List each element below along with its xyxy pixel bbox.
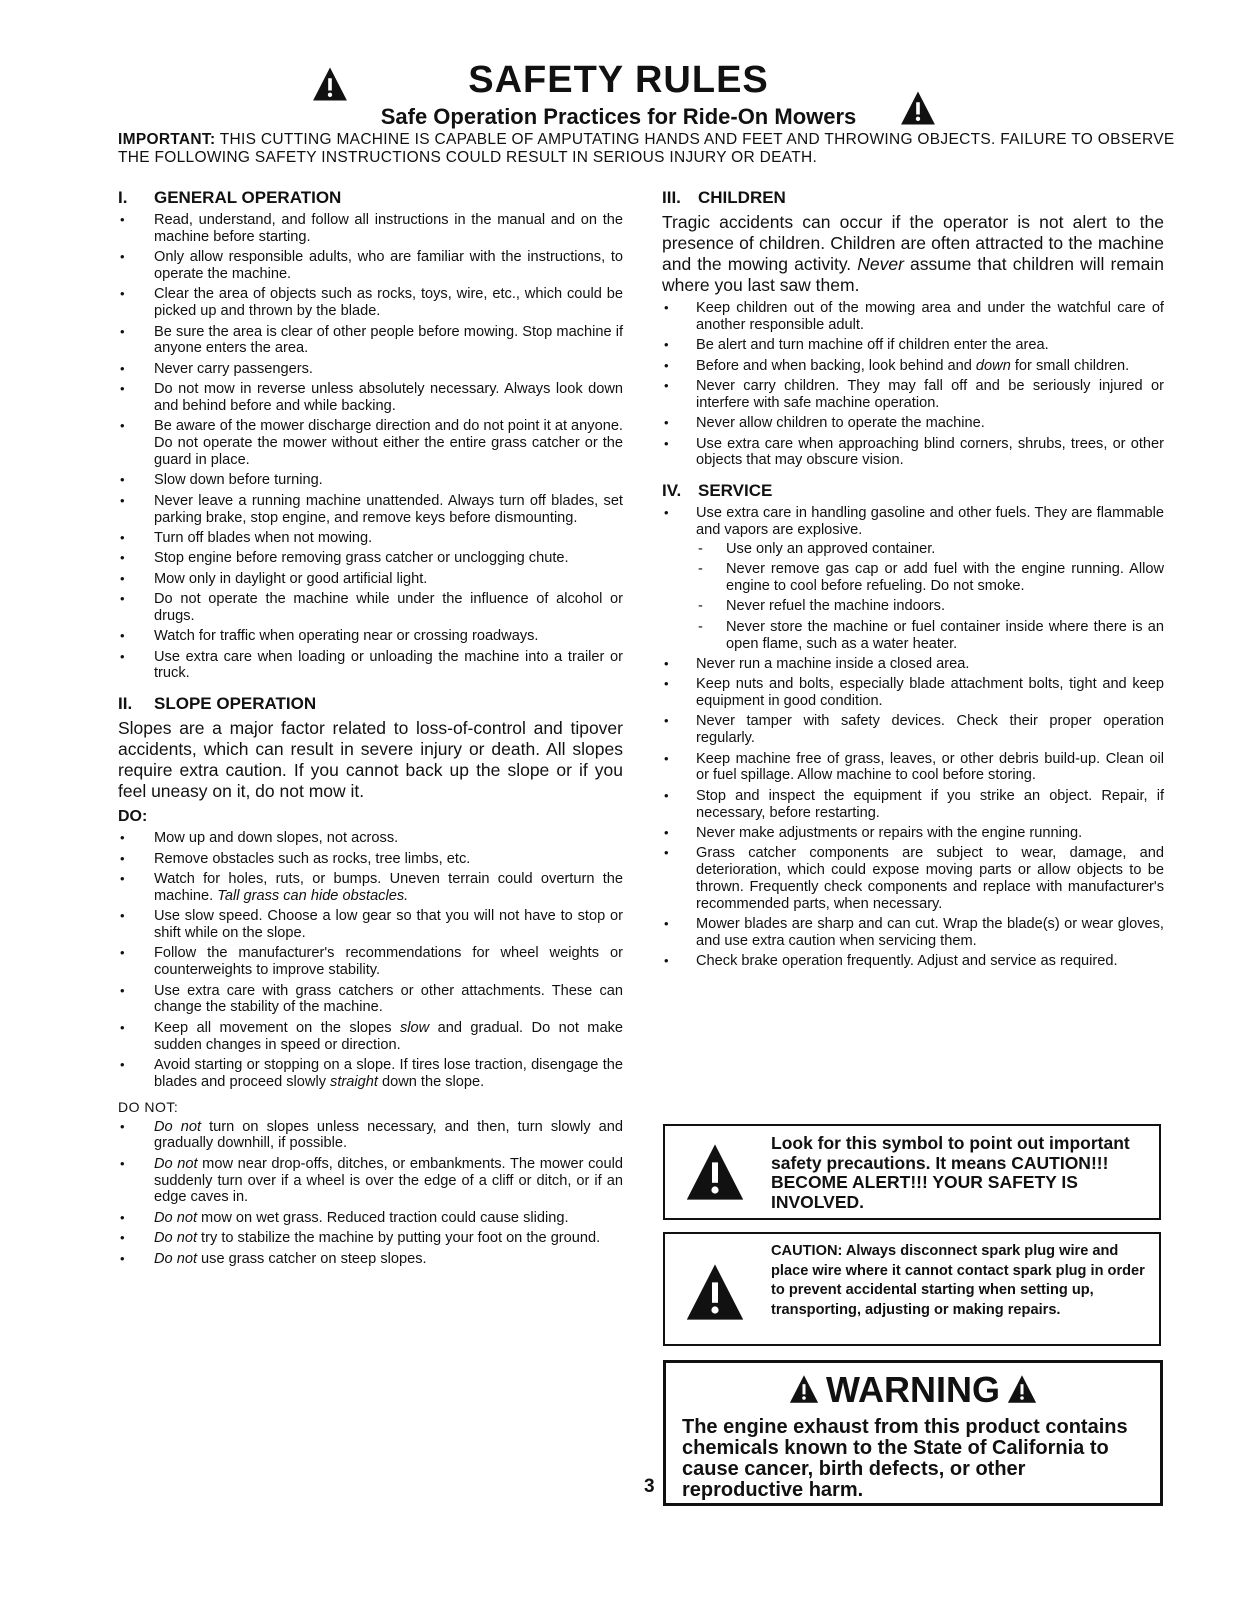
section-heading-service [662,481,1164,501]
list-item [118,1156,623,1206]
item-text: Read, understand, and follow all instructions in the manual and on the machine before starting. [154,212,623,245]
section-heading-children [662,188,1164,208]
section-heading-general [118,188,623,208]
list-item [118,830,623,847]
list-item [662,953,1164,970]
do-heading: DO: [118,808,148,826]
item-text: Never refuel the machine indoors. [726,598,946,615]
page-subtitle: Safe Operation Practices for Ride-On Mowers [380,104,857,129]
list-item [118,361,623,378]
section-title: SLOPE OPERATION [154,694,317,714]
item-text: Keep machine free of grass, leaves, or other debris build-up. Clean oil or fuel spillage. Allow machine to cool before storing. [696,750,1164,784]
list-item [118,871,623,905]
list-item [118,571,623,588]
item-text: Never remove gas cap or add fuel with the engine running. Allow engine to cool before refueling. Do not smoke. [726,561,1164,594]
list-item [118,1251,623,1268]
list-item [662,845,1164,912]
item-text: Use extra care when approaching blind corners, shrubs, trees, or other objects that may obscure vision. [696,435,1164,469]
warning-heading [666,1369,1160,1411]
service-list [662,505,1164,970]
important-label: IMPORTANT: [118,131,216,148]
item-text: Use extra care with grass catchers or other attachments. These can change the stability of the machine. [154,982,623,1016]
warning-text: The engine exhaust from this product contains chemicals known to the State of California to cause cancer, birth defects, or other reproductive harm. [682,1416,1128,1501]
item-text: Watch for traffic when operating near or crossing roadways. [154,628,539,645]
list-item [118,1057,623,1091]
item-text: and gradual. Do not make sudden changes in speed or direction. [154,1019,623,1053]
intro-emphasis: Never [857,254,904,274]
item-emphasis: Do not [154,1209,197,1226]
warning-box [663,1360,1163,1506]
list-item [662,300,1164,334]
list-item [118,550,623,567]
item-text: Before and when backing, look behind and [696,357,976,374]
do-list [118,830,623,1090]
list-item [118,591,623,625]
item-text: Do not operate the machine while under the influence of alcohol or drugs. [154,591,623,624]
list-item [118,628,623,645]
list-item [662,916,1164,950]
do-not-heading: DO NOT: [118,1098,179,1115]
item-text: Never run a machine inside a closed area. [696,655,970,672]
important-notice [118,131,1178,167]
page-number: 3 [644,1476,655,1497]
section-title: SERVICE [698,481,773,501]
list-item [118,1020,623,1054]
item-emphasis: Do not [154,1250,197,1267]
item-text: Be sure the area is clear of other people before mowing. Stop machine if anyone enters the area. [154,323,623,357]
list-item [118,908,623,942]
item-text: Keep nuts and bolts, especially blade attachment bolts, tight and keep equipment in good condition. [696,676,1164,710]
item-emphasis: Do not [154,1230,197,1247]
list-item [662,436,1164,470]
item-text: Do not mow in reverse unless absolutely necessary. Always look down and behind before and while backing. [154,381,623,414]
item-text: turn on slopes unless necessary, and then, turn slowly and gradually downhill, if possible. [154,1118,623,1152]
list-item [118,249,623,283]
warning-title: WARNING [826,1369,1000,1410]
list-item [118,530,623,547]
item-text: Never store the machine or fuel container inside where there is an open flame, such as a water heater. [726,618,1164,652]
item-text: Use slow speed. Choose a low gear so that you will not have to stop or shift while on the slope. [154,908,623,941]
children-intro [662,212,1164,296]
important-text: THIS CUTTING MACHINE IS CAPABLE OF AMPUTATING HANDS AND FEET AND THROWING OBJECTS. FAILURE TO OBSERVE THE FOLLOWING SAFETY INSTRUCTIONS COULD RESULT IN SERIOUS INJURY OR DEATH. [118,131,1175,166]
item-text: Turn off blades when not mowing. [154,529,373,546]
item-text: Never allow children to operate the machine. [696,415,985,432]
item-text: use grass catcher on steep slopes. [197,1250,427,1267]
item-text: Never carry children. They may fall off and be seriously injured or interfere with safe machine operation. [696,377,1164,411]
caution-box [663,1232,1161,1346]
list-item [662,656,1164,673]
list-item [662,378,1164,412]
item-emphasis: straight [330,1073,378,1090]
section-title: CHILDREN [698,188,786,207]
list-item [118,1210,623,1227]
list-item [118,1230,623,1247]
item-text: Stop and inspect the equipment if you strike an object. Repair, if necessary, before restarting. [696,787,1164,821]
page-title: SAFETY RULES [468,59,769,101]
children-list [662,300,1164,469]
item-text: Use extra care in handling gasoline and other fuels. They are flammable and vapors are explosive. [696,505,1164,538]
warning-triangle-icon [788,1374,820,1404]
item-text: for small children. [1010,357,1130,374]
item-text: Mow up and down slopes, not across. [154,830,399,847]
right-column [662,188,1164,974]
item-text: Watch for holes, ruts, or bumps. Uneven terrain could overturn the machine. [154,871,623,904]
intro-text: Tragic accidents can occur if the operator is not alert to the presence of children. Children are often attracted to the machine and the mowing activity. [662,212,1164,274]
item-text: Avoid starting or stopping on a slope. If tires lose traction, disengage the blades and proceed slowly [154,1056,623,1090]
item-text: Slow down before turning. [154,472,323,489]
list-item [662,358,1164,375]
list-item [118,286,623,320]
fuel-sub-list [696,541,1164,653]
list-item [118,324,623,358]
item-text: Stop engine before removing grass catcher or unclogging chute. [154,550,569,567]
caution-box-text: CAUTION: Always disconnect spark plug wire and place wire where it cannot contact spark plug in order to prevent accidental starting when setting up, transporting, adjusting or making repairs. [771,1243,1145,1318]
item-text: Keep children out of the mowing area and under the watchful care of another responsible adult. [696,300,1164,333]
intro-text: assume that children will remain where you last saw them. [662,254,1164,295]
list-item [118,945,623,979]
item-emphasis: Do not [154,1155,198,1172]
warning-triangle-icon [683,1262,747,1322]
list-item [696,541,1164,558]
list-item [662,713,1164,747]
list-item [118,418,623,468]
section-heading-slope [118,694,623,714]
item-text: Never tamper with safety devices. Check their proper operation regularly. [696,713,1164,747]
do-not-list [118,1119,623,1268]
item-text: Use only an approved container. [726,540,936,557]
item-text: down the slope. [377,1073,485,1090]
list-item [118,493,623,527]
item-text: Grass catcher components are subject to wear, damage, and deterioration, which could expose moving parts or allow objects to be thrown. Frequently check components and replace with manufacturer's recommended parts, when necessary. [696,845,1164,912]
symbol-box-text: Look for this symbol to point out important safety precautions. It means CAUTION!!! BECOME ALERT!!! YOUR SAFETY IS INVOLVED. [771,1133,1130,1212]
section-number: II. [118,694,133,714]
warning-triangle-icon [683,1142,747,1202]
list-item [118,472,623,489]
warning-triangle-icon [1006,1374,1038,1404]
item-text: Never make adjustments or repairs with the engine running. [696,825,1083,842]
section-number: IV. [662,481,682,501]
left-column [118,188,623,1271]
section-number: III. [662,188,681,207]
item-text: mow on wet grass. Reduced traction could cause sliding. [197,1209,569,1226]
item-text: Only allow responsible adults, who are familiar with the instructions, to operate the machine. [154,249,623,282]
item-text: Be aware of the mower discharge direction and do not point it at anyone. Do not operate the mower without either the entire grass catcher or the guard in place. [154,418,623,468]
item-text: Mower blades are sharp and can cut. Wrap the blade(s) or wear gloves, and use extra caution when servicing them. [696,916,1164,949]
list-item [118,851,623,868]
list-item [662,415,1164,432]
list-item [662,337,1164,354]
item-text: Check brake operation frequently. Adjust and service as required. [696,953,1118,970]
list-item [118,649,623,683]
item-text: Follow the manufacturer's recommendations for wheel weights or counterweights to improve stability. [154,945,623,979]
list-item [696,598,1164,615]
list-item [662,751,1164,785]
item-text: Never leave a running machine unattended. Always turn off blades, set parking brake, stop engine, and remove keys before dismounting. [154,492,623,526]
item-text: mow near drop-offs, ditches, or embankments. The mower could suddenly turn over if a wheel is over the edge of a cliff or ditch, or if an edge caves in. [154,1155,623,1206]
item-text: Clear the area of objects such as rocks, toys, wire, etc., which could be picked up and thrown by the blade. [154,286,623,320]
list-item [118,381,623,415]
item-emphasis: slow [400,1019,430,1036]
general-operation-list [118,212,623,682]
item-text: Remove obstacles such as rocks, tree limbs, etc. [154,850,471,867]
list-item [118,212,623,246]
item-text: Use extra care when loading or unloading the machine into a trailer or truck. [154,648,623,682]
list-item [662,505,1164,652]
slope-intro: Slopes are a major factor related to loss-of-control and tipover accidents, which can result in severe injury or death. All slopes require extra caution. If you cannot back up the slope or if you feel uneasy on it, do not mow it. [118,718,623,802]
section-title: GENERAL OPERATION [154,188,342,207]
section-number: I. [118,188,128,207]
list-item [696,561,1164,595]
item-text: Keep all movement on the slopes [154,1019,400,1036]
warning-triangle-icon [900,90,936,126]
item-emphasis: Do not [154,1118,202,1135]
list-item [118,1119,623,1153]
list-item [696,619,1164,653]
safety-symbol-box [663,1124,1161,1220]
list-item [662,788,1164,822]
list-item [662,825,1164,842]
item-text: Never carry passengers. [154,360,313,377]
item-text: Mow only in daylight or good artificial light. [154,570,428,587]
item-text: try to stabilize the machine by putting your foot on the ground. [197,1230,601,1247]
item-emphasis: down [975,357,1011,374]
list-item [662,676,1164,710]
list-item [118,983,623,1017]
item-text: Be alert and turn machine off if children enter the area. [696,337,1049,354]
item-emphasis: Tall grass can hide obstacles. [217,887,409,904]
